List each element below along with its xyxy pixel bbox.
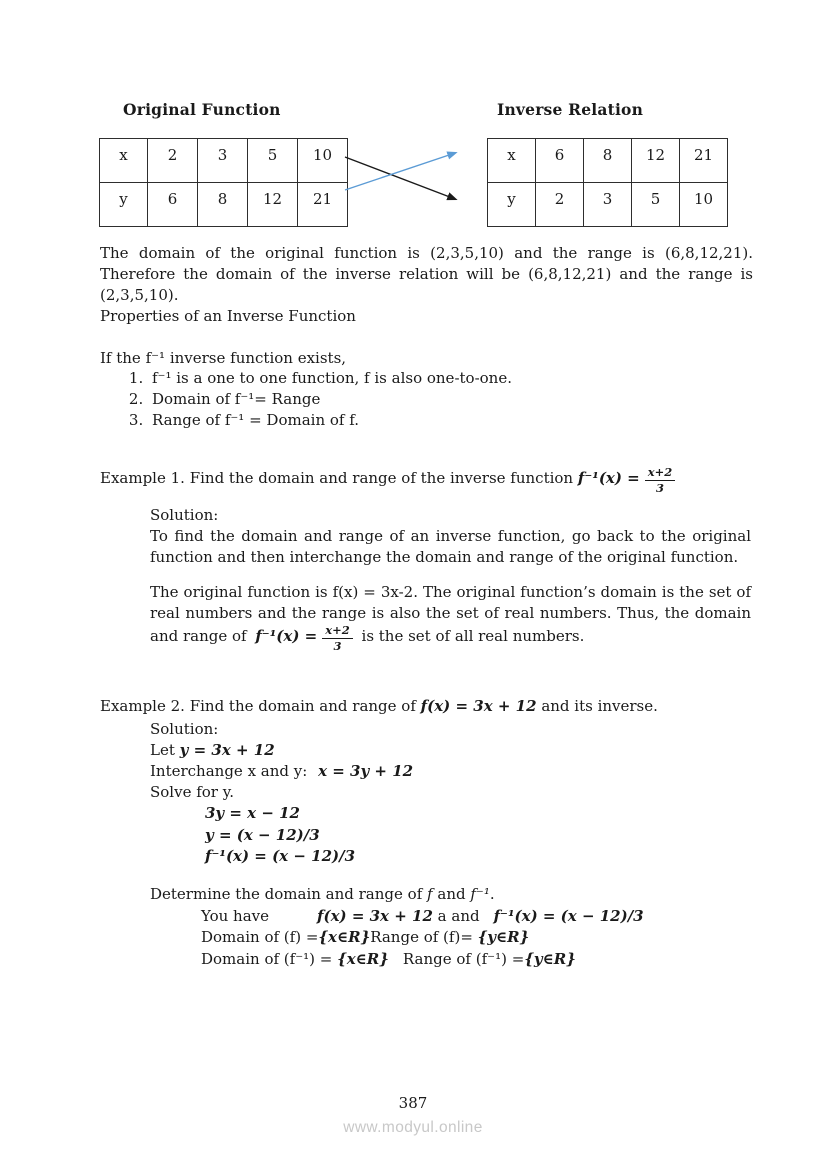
inverse-exists-line: If the f⁻¹ inverse function exists, — [100, 349, 347, 367]
example1-paragraph-1: To find the domain and range of an inverse function, go back to the original function and then interchange the domain and range of the original function. — [150, 527, 751, 566]
example2-title-end: and its inverse. — [541, 697, 658, 715]
fraction-numerator: x+2 — [645, 466, 676, 481]
table-row — [488, 183, 728, 227]
table-cell: 6 — [536, 139, 584, 183]
range-finv-set: {y∈R} — [524, 950, 576, 968]
determine-and: and — [437, 885, 466, 903]
range-f-set: {y∈R} — [477, 928, 530, 946]
original-function-table — [99, 138, 348, 227]
example1-paragraph-2-text: The original function is f(x) = 3x-2. The original function’s domain is the set of real numbers and the range is also the set of real numbers. Thus, the domain and range of — [150, 583, 751, 646]
table-cell: 12 — [248, 183, 298, 227]
example1-title-text: Example 1. Find the domain and range of the inverse function — [100, 469, 574, 488]
table-cell: 10 — [298, 139, 348, 183]
inverse-relation-heading: Inverse Relation — [497, 100, 644, 119]
table-cell: y — [488, 183, 536, 227]
fraction — [645, 466, 676, 495]
interchange-label: Interchange x and y: — [150, 762, 308, 780]
determine-f: f — [427, 885, 433, 903]
solution-step: f⁻¹(x) = (x − 12)/3 — [205, 847, 356, 865]
table-row — [488, 139, 728, 183]
domain-f-label: Domain of (f) = — [201, 928, 319, 946]
example2-steps — [205, 803, 355, 868]
determine-f-inverse: f⁻¹ — [470, 885, 490, 903]
table-cell: 3 — [198, 139, 248, 183]
example1-solution-label: Solution: — [150, 506, 219, 524]
watermark: www.modyul.online — [343, 1119, 483, 1136]
example2-domain-f-line — [201, 927, 529, 948]
youhave-math-2: f⁻¹(x) = (x − 12)/3 — [493, 907, 644, 925]
example2-title — [100, 696, 658, 717]
let-math: y = 3x + 12 — [179, 741, 275, 759]
range-finv-label: Range of (f⁻¹) = — [402, 950, 525, 968]
table-cell: 5 — [248, 139, 298, 183]
table-cell: y — [100, 183, 148, 227]
intro-paragraph: The domain of the original function is (2,3,5,10) and the range is (6,8,12,21). Therefore the domain of the inverse relation will be (6,8,12,21) and the range is (2,3,5,10). — [100, 244, 753, 304]
example2-domain-finv-line — [201, 949, 576, 970]
example1-paragraph-2-math: f⁻¹(x) = — [255, 627, 318, 646]
properties-heading: Properties of an Inverse Function — [100, 307, 356, 325]
table-cell: 8 — [584, 139, 632, 183]
table-cell: 6 — [148, 183, 198, 227]
inverse-relation-table — [487, 138, 728, 227]
example1-title-math: f⁻¹(x) = — [577, 469, 640, 488]
youhave-mid: a and — [437, 907, 480, 925]
example2-solution-label: Solution: — [150, 720, 219, 738]
example2-solve-label: Solve for y. — [150, 783, 234, 801]
blue-arrow — [345, 153, 455, 190]
domain-finv-label: Domain of (f⁻¹) = — [201, 950, 338, 968]
table-cell: x — [100, 139, 148, 183]
range-f-label: Range of (f)= — [370, 928, 478, 946]
fraction — [322, 624, 353, 653]
original-function-heading: Original Function — [123, 100, 281, 119]
table-cell: 21 — [298, 183, 348, 227]
table-cell: 10 — [680, 183, 728, 227]
youhave-label: You have — [201, 907, 270, 925]
example2-determine-line — [150, 884, 495, 905]
table-cell: 2 — [148, 139, 198, 183]
fraction-denominator: 3 — [655, 481, 664, 496]
table-cell: 2 — [536, 183, 584, 227]
determine-period: . — [489, 885, 495, 903]
example2-interchange-line — [150, 761, 413, 782]
property-item: 2. Domain of f⁻¹= Range — [148, 389, 512, 410]
table-cell: 21 — [680, 139, 728, 183]
example1-paragraph-2 — [150, 582, 751, 653]
table-cell: x — [488, 139, 536, 183]
example2-title-math: f(x) = 3x + 12 — [420, 697, 537, 715]
example2-title-text: Example 2. Find the domain and range of — [100, 697, 416, 715]
black-arrow — [345, 157, 455, 199]
table-cell: 3 — [584, 183, 632, 227]
solution-step: y = (x − 12)/3 — [205, 825, 320, 844]
domain-finv-set: {x∈R} — [337, 950, 389, 968]
table-cell: 12 — [632, 139, 680, 183]
example1-paragraph-2-end: is the set of all real numbers. — [361, 627, 585, 646]
example1-title — [100, 466, 675, 495]
example2-youhave-line — [201, 906, 644, 927]
fraction-denominator: 3 — [333, 639, 342, 654]
example2-let-line — [150, 740, 275, 761]
property-item: 3. Range of f⁻¹ = Domain of f. — [148, 410, 512, 431]
fraction-numerator: x+2 — [322, 624, 353, 639]
interchange-math: x = 3y + 12 — [318, 762, 414, 780]
mapping-arrows — [342, 142, 462, 214]
domain-f-set: {x∈R} — [318, 928, 371, 946]
page-number: 387 — [398, 1094, 428, 1112]
solution-step: 3y = x − 12 — [205, 804, 300, 822]
youhave-math-1: f(x) = 3x + 12 — [317, 907, 433, 925]
table-row — [100, 183, 348, 227]
property-item: 1. f⁻¹ is a one to one function, f is also one-to-one. — [148, 368, 512, 389]
table-row — [100, 139, 348, 183]
table-cell: 8 — [198, 183, 248, 227]
table-cell: 5 — [632, 183, 680, 227]
let-label: Let — [150, 741, 175, 759]
properties-list — [100, 368, 512, 431]
determine-text: Determine the domain and range of — [150, 885, 423, 903]
